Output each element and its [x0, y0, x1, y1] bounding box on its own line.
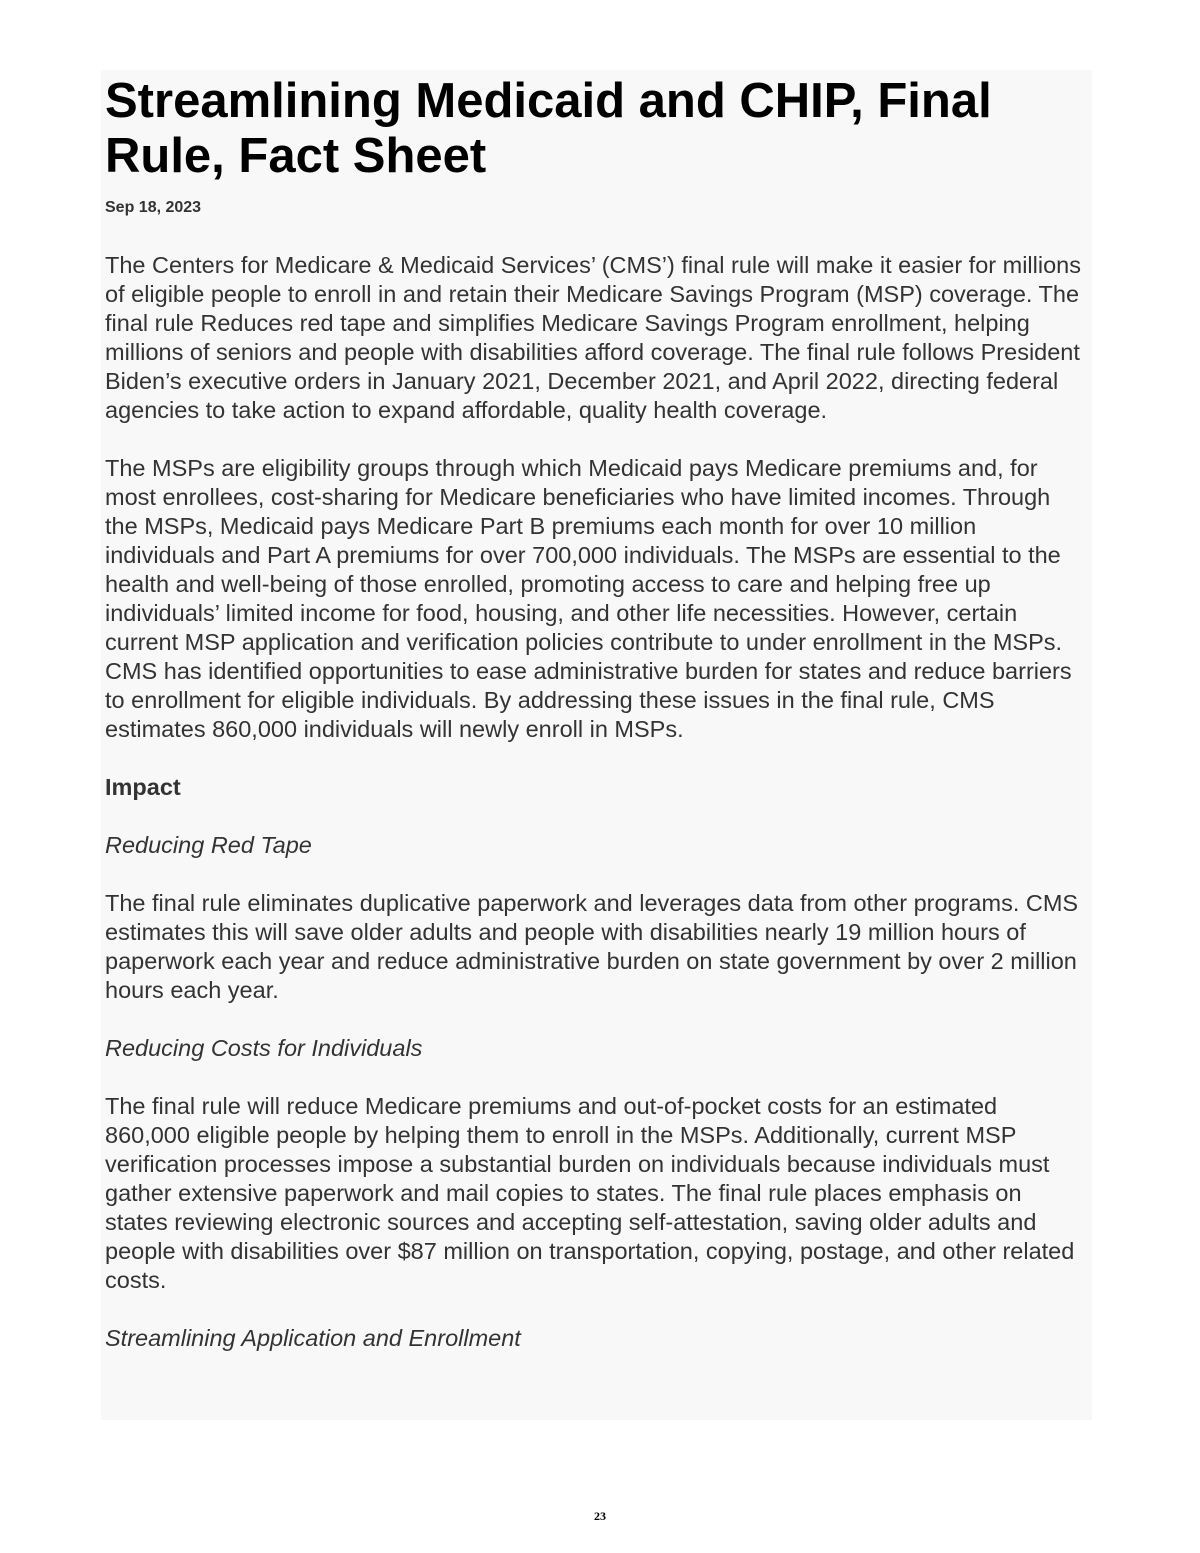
- section-text-red-tape: The final rule eliminates duplicative paperwork and leverages data from other programs. CMS estimates this will save older adults and people with disabilities nearly 19 million hours of paperwork each year and reduce administrative burden on state government by over 2 million hours each year.: [105, 890, 1079, 1003]
- msp-overview-paragraph: The MSPs are eligibility groups through which Medicaid pays Medicare premiums and, for most enrollees, cost-sharing for Medicare beneficiaries who have limited incomes. Through the MSPs, Medicaid pays Medicare Part B premiums each month for over 10 million individuals and Part A premiums for over 700,000 individuals. The MSPs are essential to the health and well-being of those enrolled, promoting access to care and helping free up individuals’ limited income for food, housing, and other life necessities. However, certain current MSP application and verification policies contribute to under enrollment in the MSPs. CMS has identified opportunities to ease administrative burden for states and reduce barriers to enrollment for eligible individuals. By addressing these issues in the final rule, CMS estimates 860,000 individuals will newly enroll in MSPs.: [105, 455, 1072, 742]
- section-heading-streamlining-enrollment: Streamlining Application and Enrollment: [105, 1325, 521, 1351]
- section-heading-red-tape: Reducing Red Tape: [105, 832, 312, 858]
- publish-date: Sep 18, 2023: [105, 199, 202, 216]
- section-text-reducing-costs: The final rule will reduce Medicare premiums and out-of-pocket costs for an estimated 860,000 eligible people by helping them to enroll in the MSPs. Additionally, current MSP verification processes impose a substantial burden on individuals because individuals must gather extensive paperwork and mail copies to states. The final rule places emphasis on states reviewing electronic sources and accepting self-attestation, saving older adults and people with disabilities over $87 million on transportation, copying, postage, and other related costs.: [105, 1093, 1075, 1293]
- page-number: 23: [594, 1509, 606, 1523]
- impact-heading: Impact: [105, 774, 181, 800]
- intro-paragraph: The Centers for Medicare & Medicaid Services’ (CMS’) final rule will make it easier for millions of eligible people to enroll in and retain their Medicare Savings Program (MSP) coverage. The final rule Reduces red tape and simplifies Medicare Savings Program enrollment, helping millions of seniors and people with disabilities afford coverage. The final rule follows President Biden’s executive orders in January 2021, December 2021, and April 2022, directing federal agencies to take action to expand affordable, quality health coverage.: [105, 252, 1081, 423]
- fact-sheet-content: [101, 70, 1092, 1420]
- section-heading-reducing-costs: Reducing Costs for Individuals: [105, 1035, 423, 1061]
- page-title: Streamlining Medicaid and CHIP, Final Rule, Fact Sheet: [105, 74, 992, 183]
